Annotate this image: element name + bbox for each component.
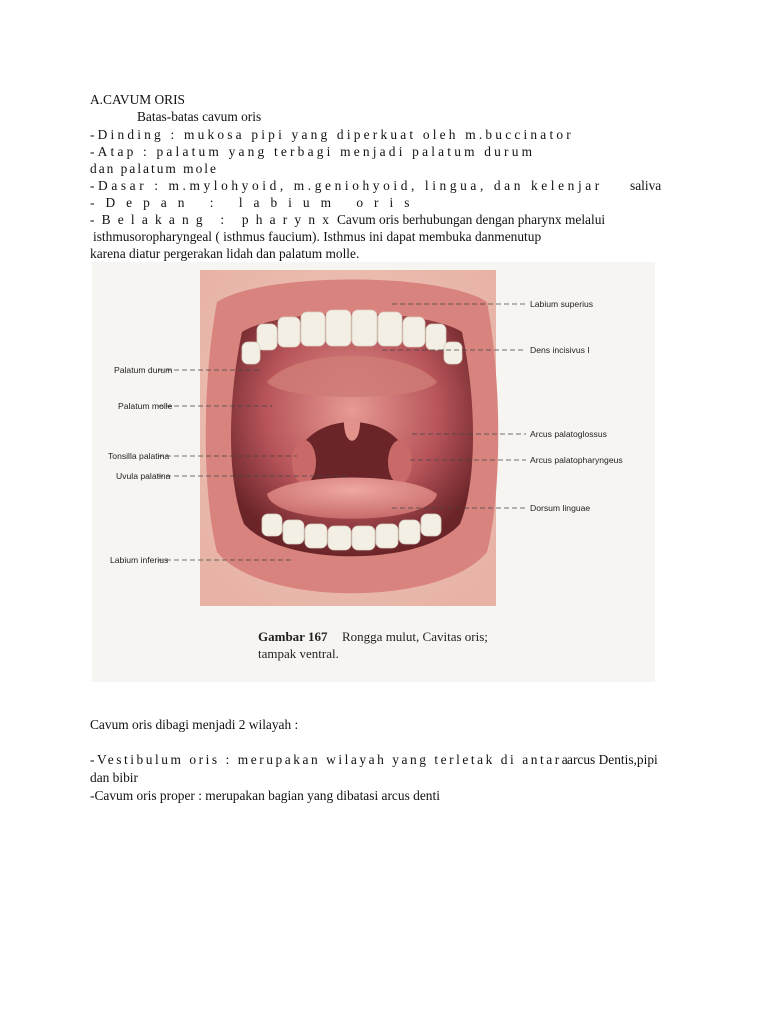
line-dasar-2: saliva: [630, 178, 662, 193]
heading: A.CAVUM ORIS: [90, 92, 185, 107]
section2-vestibulum-3: dan bibir: [90, 770, 138, 785]
line-dasar-1: -Dasar : m.mylohyoid, m.geniohyoid, lingua, dan kelenjar: [90, 178, 603, 193]
line-belakang-2: Cavum oris berhubungan dengan pharynx melalui: [337, 212, 606, 227]
label-labium-superius: Labium superius: [530, 299, 594, 309]
subheading: Batas-batas cavum oris: [137, 109, 262, 124]
label-dorsum-linguae: Dorsum linguae: [530, 503, 591, 513]
mouth-illustration: [92, 262, 655, 682]
line-atap-1: -Atap : palatum yang terbagi menjadi palatum durum: [90, 144, 536, 159]
tonsil-right: [388, 440, 412, 484]
section2-title: Cavum oris dibagi menjadi 2 wilayah :: [90, 717, 299, 732]
caption-line-1: Rongga mulut, Cavitas oris;: [342, 629, 488, 644]
label-labium-inferius: Labium inferius: [110, 555, 169, 565]
caption-figure-number: Gambar 167: [258, 629, 328, 644]
label-dens-incisivus: Dens incisivus I: [530, 345, 590, 355]
line-depan: -Depan : labium oris: [90, 195, 421, 210]
label-palatum-durum: Palatum durum: [114, 365, 173, 375]
line-belakang-4: karena diatur pergerakan lidah dan palatum molle.: [90, 246, 360, 261]
line-belakang-3: isthmusoropharyngeal ( isthmus faucium). Isthmus ini dapat membuka danmenutup: [93, 229, 542, 244]
line-belakang-1: -Belakang : pharynx: [90, 212, 337, 227]
tonsil-left: [292, 440, 316, 484]
label-tonsilla-palatina: Tonsilla palatina: [108, 451, 170, 461]
mouth-anatomy-figure: [92, 262, 655, 682]
caption-line-2: tampak ventral.: [258, 646, 339, 661]
section2-vestibulum-1: -Vestibulum oris : merupakan wilayah yang terletak di antara: [90, 752, 571, 767]
label-palatum-molle: Palatum molle: [118, 401, 173, 411]
section2-proper: -Cavum oris proper : merupakan bagian yang dibatasi arcus denti: [90, 788, 440, 803]
section2-vestibulum-2: arcus Dentis,pipi: [567, 752, 658, 767]
label-uvula-palatina: Uvula palatina: [116, 471, 171, 481]
label-arcus-palatoglossus: Arcus palatoglossus: [530, 429, 607, 439]
line-atap-2: dan palatum mole: [90, 161, 218, 176]
label-arcus-palatopharyngeus: Arcus palatopharyngeus: [530, 455, 623, 465]
line-dinding: -Dinding : mukosa pipi yang diperkuat oleh m.buccinator: [90, 127, 574, 142]
